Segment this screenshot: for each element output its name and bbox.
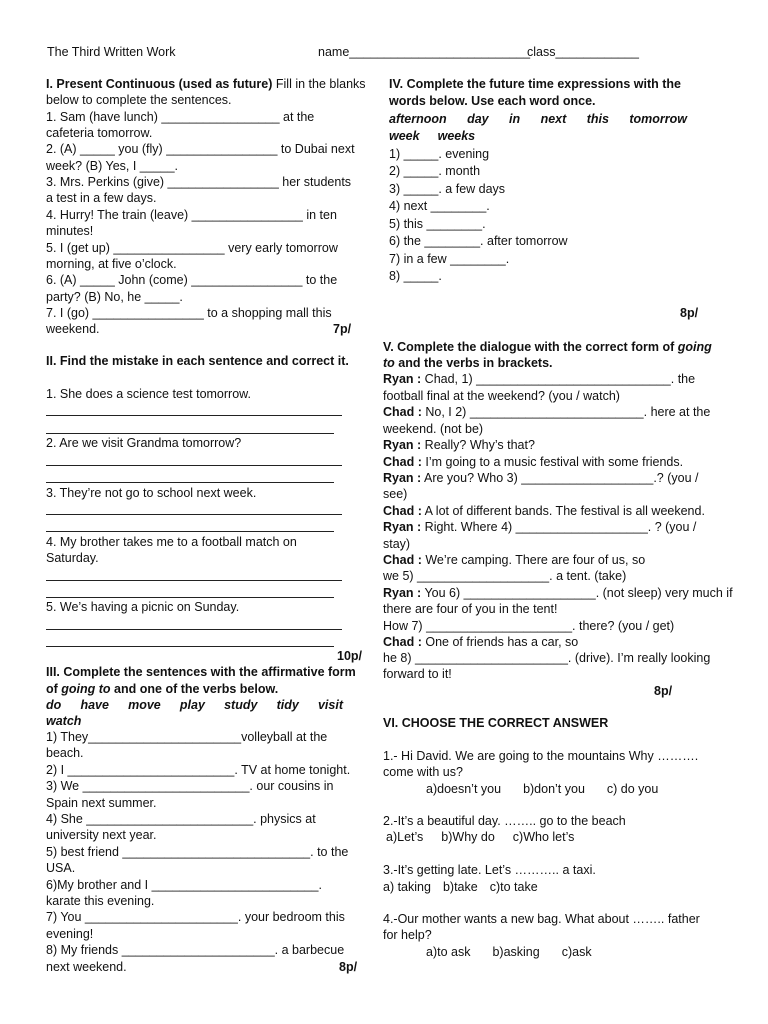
bank-word: tomorrow	[629, 112, 687, 126]
s3-line[interactable]: 3) We ________________________. our cousins in	[46, 779, 334, 793]
speaker: Chad :	[383, 455, 422, 469]
s1-line[interactable]: party? (B) No, he _____.	[46, 290, 183, 304]
answer-line[interactable]	[46, 433, 334, 434]
dialogue-line[interactable]: Ryan : Right. Where 4) ___________________. ? (you /	[383, 520, 697, 534]
dialogue-line: football final at the weekend? (you / watch)	[383, 389, 620, 403]
section-2-points: 10p/	[337, 649, 363, 663]
dialogue-line[interactable]: Ryan : Are you? Who 3) ___________________.? (you /	[383, 471, 699, 485]
answer-option[interactable]: c)ask	[561, 945, 592, 959]
name-field[interactable]: name__________________________	[318, 45, 531, 59]
word-bank	[389, 111, 687, 127]
section-3-title-line2: of going to and one of the verbs below.	[46, 682, 279, 696]
answer-option[interactable]: a)to ask	[426, 945, 471, 959]
s3-line[interactable]: 4) She ________________________. physics at	[46, 812, 316, 826]
answer-line[interactable]	[46, 482, 334, 483]
s4-line[interactable]: 7) in a few ________.	[389, 252, 510, 266]
section-4-title: IV. Complete the future time expressions with the	[389, 77, 681, 91]
answer-options	[426, 944, 614, 960]
word-bank-row2	[389, 128, 475, 144]
dialogue-line[interactable]: we 5) ___________________. a tent. (take)	[383, 569, 627, 583]
answer-option[interactable]: c)Who let’s	[512, 830, 575, 844]
verb-bank	[46, 697, 343, 713]
s1-line[interactable]: 6. (A) _____ John (come) ________________ to the	[46, 273, 338, 287]
s3-line[interactable]: 2) I ________________________. TV at home tonight.	[46, 763, 351, 777]
s4-line[interactable]: 8) _____.	[389, 269, 442, 283]
question-text: 2.-It’s a beautiful day. …….. go to the beach	[383, 814, 626, 828]
s1-line: a test in a few days.	[46, 191, 157, 205]
s1-line[interactable]: 1. Sam (have lunch) _________________ at the	[46, 110, 315, 124]
answer-line[interactable]	[46, 597, 334, 598]
s4-line[interactable]: 4) next ________.	[389, 199, 490, 213]
s4-line[interactable]: 5) this ________.	[389, 217, 486, 231]
dialogue-line: see)	[383, 487, 408, 501]
dialogue-line: Chad : I’m going to a music festival with some friends.	[383, 455, 684, 469]
answer-line[interactable]	[46, 531, 334, 532]
s1-line[interactable]: week? (B) Yes, I _____.	[46, 159, 179, 173]
bank-word: this	[586, 112, 609, 126]
s3-line[interactable]: 6)My brother and I ________________________.	[46, 878, 322, 892]
s2-item: 5. We’s having a picnic on Sunday.	[46, 600, 240, 614]
question-text: 1.- Hi David. We are going to the mountains Why ……….	[383, 749, 699, 763]
section-1-points: 7p/	[333, 322, 352, 336]
s4-line[interactable]: 2) _____. month	[389, 164, 481, 178]
answer-option[interactable]: a)doesn’t you	[426, 782, 502, 796]
dialogue-line: Chad : We’re camping. There are four of us, so	[383, 553, 646, 567]
answer-line[interactable]	[46, 629, 342, 630]
answer-option[interactable]: a)Let’s	[386, 830, 424, 844]
verb-word: move	[128, 698, 161, 712]
answer-option[interactable]: c)to take	[489, 880, 538, 894]
verb-word: study	[224, 698, 258, 712]
bank-word: next	[540, 112, 567, 126]
dialogue-line: weekend. (not be)	[383, 422, 484, 436]
s3-line: Spain next summer.	[46, 796, 157, 810]
speaker: Ryan :	[383, 520, 422, 534]
s3-line: evening!	[46, 927, 94, 941]
s1-line[interactable]: 7. I (go) ________________ to a shopping mall this	[46, 306, 332, 320]
s1-line[interactable]: 2. (A) _____ you (fly) ________________ to Dubai next	[46, 142, 355, 156]
s2-item: 2. Are we visit Grandma tomorrow?	[46, 436, 242, 450]
section-3-title: III. Complete the sentences with the affirmative form	[46, 665, 356, 679]
section-5-title-line2: to and the verbs in brackets.	[383, 356, 553, 370]
speaker: Ryan :	[383, 586, 422, 600]
s1-line[interactable]: 3. Mrs. Perkins (give) ________________ her students	[46, 175, 352, 189]
s4-line[interactable]: 6) the ________. after tomorrow	[389, 234, 568, 248]
s3-line: university next year.	[46, 828, 157, 842]
s3-line: next weekend.	[46, 960, 127, 974]
verb-word: visit	[317, 698, 343, 712]
section-5-title: V. Complete the dialogue with the correct form of going	[383, 340, 712, 354]
speaker: Chad :	[383, 553, 422, 567]
question-text: 4.-Our mother wants a new bag. What about …….. father	[383, 912, 700, 926]
s3-line[interactable]: 8) My friends ______________________. a barbecue	[46, 943, 345, 957]
answer-line[interactable]	[46, 580, 342, 581]
dialogue-line: Chad : A lot of different bands. The festival is all weekend.	[383, 504, 705, 518]
s4-line[interactable]: 3) _____. a few days	[389, 182, 506, 196]
dialogue-line: Chad : One of friends has a car, so	[383, 635, 579, 649]
section-6-title: VI. CHOOSE THE CORRECT ANSWER	[383, 716, 609, 730]
section-3-points: 8p/	[339, 960, 358, 974]
s3-line: karate this evening.	[46, 894, 155, 908]
answer-option[interactable]: b)Why do	[441, 830, 495, 844]
bank-word: in	[509, 112, 521, 126]
dialogue-line[interactable]: Chad : No, I 2) _________________________. here at the	[383, 405, 711, 419]
s1-line[interactable]: 5. I (get up) ________________ very early tomorrow	[46, 241, 338, 255]
verb-word: have	[80, 698, 109, 712]
s3-line: beach.	[46, 746, 84, 760]
speaker: Ryan :	[383, 471, 422, 485]
section-1-title: I. Present Continuous (used as future) Fill in the blanks	[46, 77, 366, 91]
verb-word: tidy	[276, 698, 299, 712]
verb-word: watch	[46, 714, 82, 728]
s1-line: minutes!	[46, 224, 94, 238]
dialogue-line[interactable]: he 8) ______________________. (drive). I’m really looking	[383, 651, 711, 665]
question-text: 3.-It’s getting late. Let’s ……….. a taxi.	[383, 863, 596, 877]
section-1-title-line2: below to complete the sentences.	[46, 93, 232, 107]
class-field[interactable]: class____________	[527, 45, 639, 59]
answer-option[interactable]: b)don’t you	[523, 782, 585, 796]
bank-word: weeks	[437, 129, 476, 143]
s2-item: Saturday.	[46, 551, 99, 565]
answer-option[interactable]: b)asking	[492, 945, 540, 959]
dialogue-line: there are four of you in the tent!	[383, 602, 558, 616]
question-text: for help?	[383, 928, 432, 942]
answer-option[interactable]: b)take	[442, 880, 478, 894]
dialogue-line[interactable]: Ryan : Chad, 1) ____________________________. the	[383, 372, 696, 386]
s3-line: USA.	[46, 861, 76, 875]
answer-options	[426, 781, 680, 797]
answer-options	[386, 829, 596, 845]
section-5-points: 8p/	[654, 684, 673, 698]
s1-line: morning, at five o’clock.	[46, 257, 177, 271]
dialogue-line[interactable]: How 7) _____________________. there? (you / get)	[383, 619, 675, 633]
speaker: Chad :	[383, 405, 422, 419]
answer-line[interactable]	[46, 415, 342, 416]
s1-line[interactable]: 4. Hurry! The train (leave) ________________ in ten	[46, 208, 337, 222]
answer-option[interactable]: a) taking	[383, 880, 431, 894]
s1-line: cafeteria tomorrow.	[46, 126, 153, 140]
s2-item: 1. She does a science test tomorrow.	[46, 387, 251, 401]
answer-option[interactable]: c) do you	[606, 782, 659, 796]
s1-line: weekend.	[46, 322, 100, 336]
s4-line[interactable]: 1) _____. evening	[389, 147, 490, 161]
s2-item: 4. My brother takes me to a football match on	[46, 535, 297, 549]
verb-word: play	[179, 698, 205, 712]
section-4-title-line2: words below. Use each word once.	[389, 94, 596, 108]
s3-line[interactable]: 7) You ______________________. your bedroom this	[46, 910, 345, 924]
bank-word: day	[467, 112, 489, 126]
section-4-points: 8p/	[680, 306, 699, 320]
speaker: Ryan :	[383, 438, 422, 452]
speaker: Chad :	[383, 635, 422, 649]
answer-line[interactable]	[46, 465, 342, 466]
dialogue-line: Ryan : Really? Why’s that?	[383, 438, 535, 452]
question-text: come with us?	[383, 765, 463, 779]
answer-line[interactable]	[46, 646, 334, 647]
section-2-title: II. Find the mistake in each sentence and correct it.	[46, 354, 349, 368]
verb-word: do	[46, 698, 62, 712]
answer-options	[383, 879, 560, 895]
s2-item: 3. They’re not go to school next week.	[46, 486, 257, 500]
answer-line[interactable]	[46, 514, 342, 515]
dialogue-line[interactable]: Ryan : You 6) ___________________. (not sleep) very much if	[383, 586, 733, 600]
dialogue-line: forward to it!	[383, 667, 452, 681]
speaker: Ryan :	[383, 372, 422, 386]
worksheet-title: The Third Written Work	[47, 45, 176, 59]
speaker: Chad :	[383, 504, 422, 518]
bank-word: afternoon	[389, 112, 447, 126]
dialogue-line: stay)	[383, 537, 411, 551]
s3-line[interactable]: 1) They______________________volleyball at the	[46, 730, 328, 744]
bank-word: week	[389, 129, 420, 143]
s3-line[interactable]: 5) best friend ___________________________. to the	[46, 845, 349, 859]
